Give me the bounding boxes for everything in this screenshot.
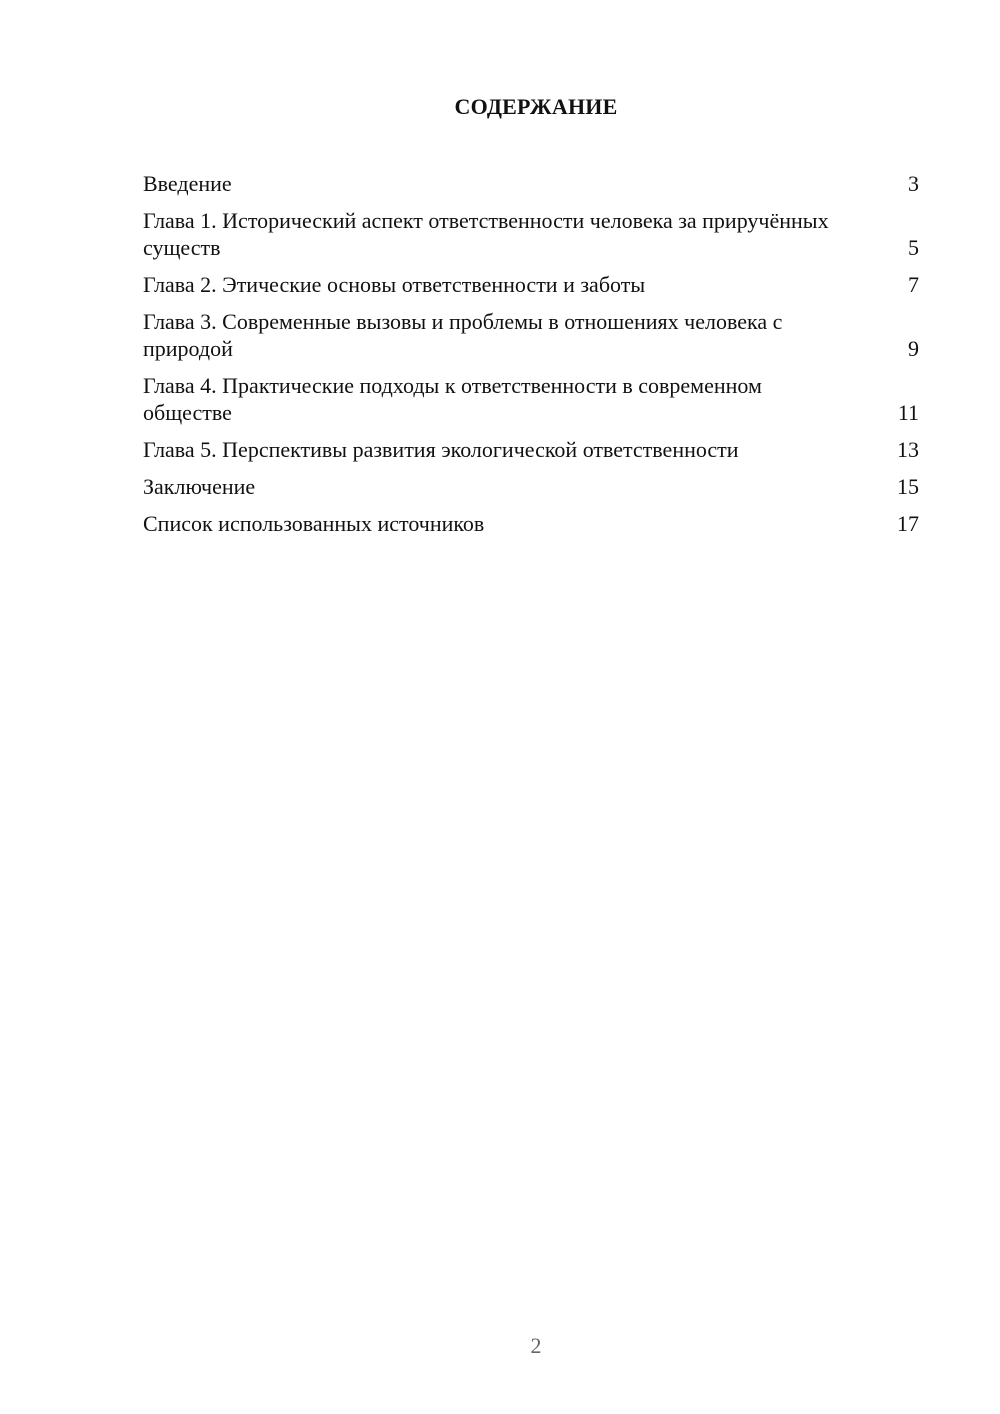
toc-item-chapter-1 (143, 207, 919, 261)
toc-item-label: Глава 2. Этические основы ответственности и заботы (143, 272, 646, 297)
toc-item-page: 5 (908, 235, 919, 260)
page-title: СОДЕРЖАНИЕ (454, 94, 618, 119)
toc-item-label: Глава 3. Современные вызовы и проблемы в отношениях человека с природой (143, 309, 783, 361)
toc-item-page: 3 (908, 171, 919, 196)
toc-item-chapter-4 (143, 372, 919, 426)
toc-item-conclusion (143, 473, 919, 500)
toc-item-chapter-2 (143, 271, 919, 298)
toc-item-page: 11 (897, 400, 919, 425)
toc-item-label: Введение (143, 171, 232, 196)
table-of-contents (143, 170, 919, 547)
toc-item-label: Глава 4. Практические подходы к ответственности в современном обществе (143, 373, 762, 425)
toc-item-page: 15 (897, 474, 919, 499)
toc-item-page: 7 (908, 272, 919, 297)
toc-item-chapter-5 (143, 436, 919, 463)
toc-item-label: Заключение (143, 474, 256, 499)
toc-item-page: 17 (897, 511, 919, 536)
toc-item-label: Глава 5. Перспективы развития экологической ответственности (143, 437, 739, 462)
toc-item-chapter-3 (143, 308, 919, 362)
toc-item-page: 9 (908, 336, 919, 361)
toc-item-references (143, 510, 919, 537)
toc-item-page: 13 (897, 437, 919, 462)
toc-item-label: Глава 1. Исторический аспект ответственности человека за приручённых существ (143, 208, 829, 260)
toc-item-label: Список использованных источников (143, 511, 485, 536)
page-number: 2 (530, 1333, 542, 1358)
toc-item-introduction (143, 170, 919, 197)
